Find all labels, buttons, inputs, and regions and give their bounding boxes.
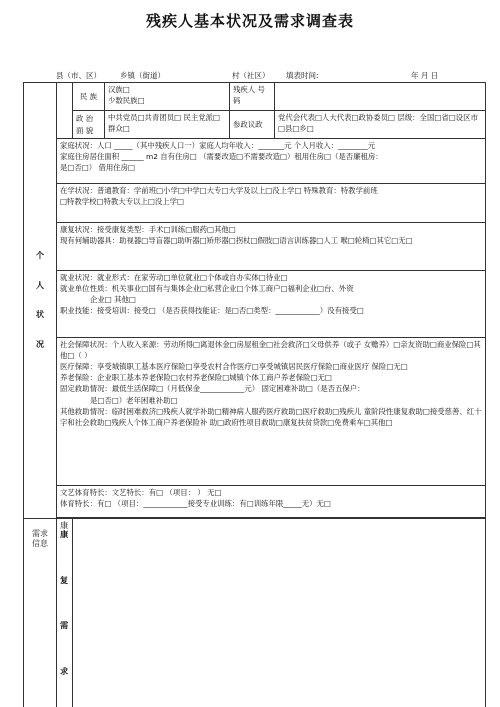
social-security-section (57, 338, 486, 486)
ethnicity-minority-checkbox[interactable]: 少数民族□ (108, 96, 145, 106)
survey-form-table (23, 82, 486, 707)
needs-info-label (24, 519, 57, 707)
employment-status-line-3: 企业□ 其他□ (90, 295, 136, 305)
side-char-2: 人 (36, 280, 44, 290)
rehab-needs-label (57, 519, 73, 707)
ethnicity-options (105, 83, 230, 111)
county-label: 县（市、区） (56, 71, 101, 80)
political-status-options[interactable]: 中共党员□共青团员□ 民主党派□群众□ (105, 111, 230, 139)
needs-label-line-2: 信息 (32, 539, 48, 549)
talent-arts-line: 文艺体育特长：文艺特长：有□ （项目： ） 无□ (60, 488, 222, 497)
rehab-small-char: 康 (60, 520, 69, 530)
township-label: 乡镇（街道） (120, 71, 165, 80)
family-status-line-1: 家庭状况：人口 _____（其中残疾人口一）家庭人均年收入：_______元 个人月收入：________元 (60, 141, 376, 150)
rehab-needs-char-1: 康 (60, 529, 69, 540)
participation-options[interactable]: 党代会代表□人大代表□政协委员□ 层级：全国□省□设区市□县□乡□ (275, 111, 486, 139)
social-security-line-5: 是□否□）老年困难补助□ (90, 395, 178, 405)
talent-section (57, 486, 486, 518)
rehab-needs-field[interactable] (73, 519, 486, 707)
village-label: 村（社区） (232, 71, 270, 80)
ethnicity-label: 民 族 (73, 83, 105, 111)
rehab-needs-char-3: 需 (60, 620, 69, 631)
political-status-label: 政 治 面 貌 (73, 111, 105, 139)
ethnicity-han-checkbox[interactable]: 汉族□ (108, 85, 130, 94)
social-security-line-4: 固定救助情况：最低生活保障□（月低保金____________元） 固定困难补助□（是否五保户： (60, 384, 365, 394)
social-security-line-6: 其他救助情况：临时困难救济□残疾人就学补助□精神病人服药医疗救助□医疗救助□残疾儿 童阶段性康复救助□接受慈善、红十字和社会救助□残疾人个体工商户养老保险补 助□政府性项目救助□康复扶贫贷款□免费乘车□其他□ (60, 406, 482, 427)
rehab-status-line-2: 现有何辅助器具：助视器□导盲器□助听器□矫形器□拐杖□假肢□语言训练器□人工 喉□轮椅□其它□无□ (60, 236, 413, 246)
family-status-line-2: 家庭住房居住面积 ______ m2 自有住房□ （需要改造□不需要改造□）租用住房□（是否廉租房： (60, 152, 383, 162)
education-status-section (57, 184, 486, 223)
rehab-status-line-1: 康复状况：接受康复类型：手术□训练□服药□其他□ (60, 225, 236, 234)
social-security-line-2: 医疗保障：享受城镇职工基本医疗保险□享受农村合作医疗□享受城镇居民医疗保险□商业医疗 保险□无□ (60, 362, 408, 372)
personal-status-side-label (24, 83, 57, 519)
blank-subcol (57, 83, 73, 139)
talent-sports-line: 体育特长：有□ （项目：____________接受专业训练：有□训练年限_____无）无□ (60, 499, 331, 509)
contact-number-field[interactable] (275, 83, 486, 111)
side-char-3: 状 (36, 310, 44, 320)
needs-label-line-1: 需求 (32, 529, 48, 538)
date-ymd-label: 年 月 日 (411, 71, 439, 80)
employment-status-line-1: 就业状况：就业形式：在家劳动□单位就业□个体或自办实体□待业□ (60, 273, 288, 282)
social-security-line-1: 社会保障状况：个人收入来源：劳动所得□离退休金□房屋租金□社会救济□父母供养（或子 女赡养）□亲友资助□商业保险□其他□（ ） (60, 340, 481, 361)
rehab-needs-char-2: 复 (60, 574, 69, 585)
employment-status-section (57, 271, 486, 338)
page-title: 残疾人基本状况及需求调查表 (145, 12, 354, 30)
employment-status-line-2: 就业单位性质：机关事业□国有与集体企业□私营企业□个体工商户□福利企业□台、外资 (60, 284, 354, 294)
education-status-line-2: □特教学校□特教大专以上□没上学□ (60, 197, 185, 207)
rehab-needs-char-4: 求 (60, 665, 69, 676)
participation-label: 参政议政 (230, 111, 275, 139)
side-char-4: 况 (36, 339, 44, 349)
employment-status-line-4: 职业技能：接受培训：接受□ （是否获得技能证：是□否□类型：____________）没有接受□ (60, 306, 364, 316)
side-char-1: 个 (36, 251, 44, 261)
family-status-section (57, 139, 486, 184)
contact-number-label: 残疾人 号码 (230, 83, 275, 111)
fill-date-label: 填表时间: (286, 71, 319, 80)
family-status-line-3: 是□否□） 借用住房□ (60, 163, 136, 173)
social-security-line-3: 养老保险：企业职工基本养老保险□农村养老保险□城镇个体工商户养老保险□无□ (60, 373, 332, 383)
rehab-status-section (57, 223, 486, 271)
education-status-line-1: 在学状况：普通教育：学前班□小学□中学□大专□大学及以上□没上学□ 特殊教育：特教学前班 (60, 186, 378, 195)
